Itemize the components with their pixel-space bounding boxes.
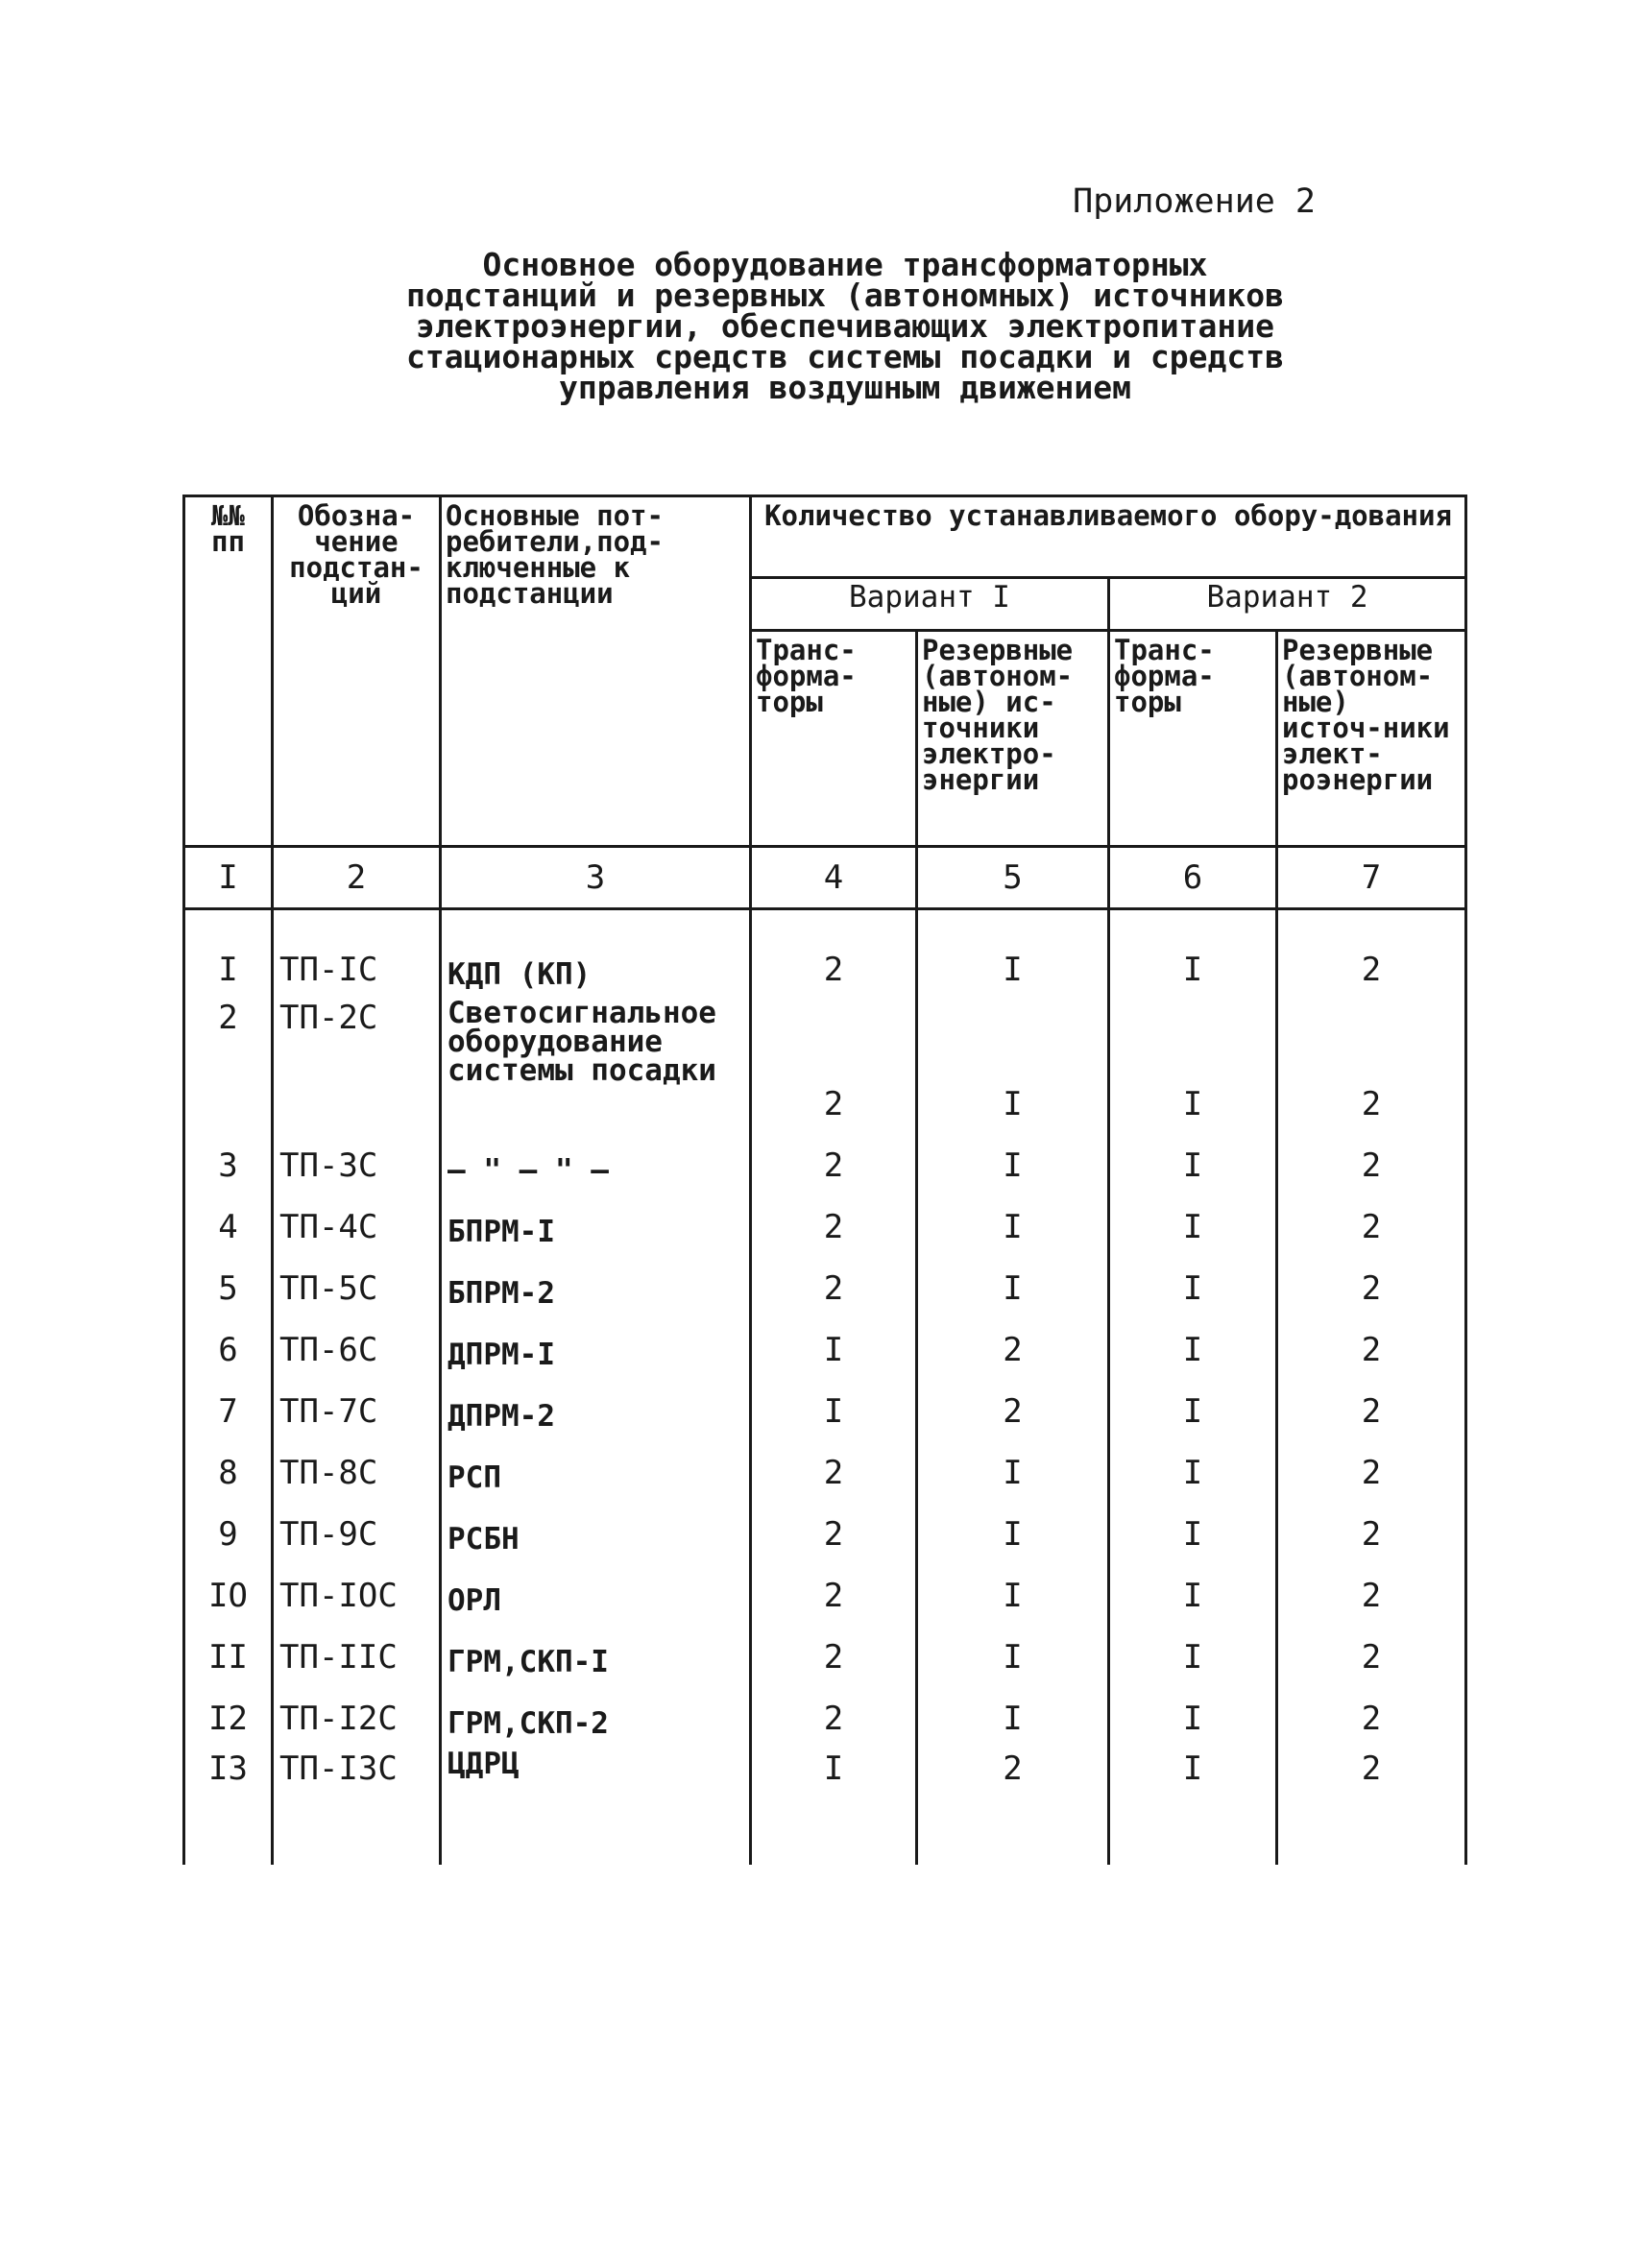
title-line: подстанций и резервных (автономных) источников <box>406 277 1284 314</box>
row-number: 7 <box>184 1369 273 1431</box>
table-row <box>184 1185 1466 1246</box>
row-number: 8 <box>184 1431 273 1492</box>
substation-code: ТП-9С <box>273 1492 441 1554</box>
v2-transformers: I <box>1109 1554 1277 1615</box>
title-line: стационарных средств системы посадки и средств <box>406 338 1284 375</box>
header-substation-code: Обозна-чение подстан-ций <box>273 496 441 847</box>
table-row <box>184 1369 1466 1431</box>
v2-transformers: I <box>1109 1677 1277 1738</box>
column-number: 4 <box>751 847 917 909</box>
consumer-name: БПРМ-2 <box>441 1246 751 1308</box>
column-number: I <box>184 847 273 909</box>
appendix-label: Приложение 2 <box>1073 182 1316 221</box>
v2-transformers: I <box>1109 1308 1277 1369</box>
consumer-name: Светосигнальное оборудование системы посадки <box>441 989 751 1123</box>
column-number: 7 <box>1277 847 1466 909</box>
v1-transformers: 2 <box>751 1554 917 1615</box>
consumer-name: – " – " – <box>441 1123 751 1185</box>
table-row <box>184 1677 1466 1738</box>
row-number: 9 <box>184 1492 273 1554</box>
consumer-name: РСБН <box>441 1492 751 1554</box>
column-number: 2 <box>273 847 441 909</box>
table-row <box>184 1246 1466 1308</box>
v1-reserve: I <box>917 1123 1109 1185</box>
v1-reserve: I <box>917 1246 1109 1308</box>
document-title <box>365 246 1325 406</box>
v2-reserve: 2 <box>1277 1492 1466 1554</box>
row-number: 2 <box>184 989 273 1123</box>
row-number: 5 <box>184 1246 273 1308</box>
row-number: II <box>184 1615 273 1677</box>
v1-transformers: 2 <box>751 989 917 1123</box>
v2-reserve: 2 <box>1277 1431 1466 1492</box>
substation-code: ТП-7С <box>273 1369 441 1431</box>
v1-reserve: I <box>917 1431 1109 1492</box>
header-variant-2: Вариант 2 <box>1109 578 1466 631</box>
v1-reserve: I <box>917 989 1109 1123</box>
header-variant-1: Вариант I <box>751 578 1109 631</box>
v1-reserve: 2 <box>917 1369 1109 1431</box>
consumer-name: РСП <box>441 1431 751 1492</box>
table-row <box>184 1738 1466 1865</box>
v2-reserve: 2 <box>1277 1123 1466 1185</box>
header-reserve-v1: Резервные (автоном-ные) ис-точники электро-энергии <box>917 631 1109 847</box>
v2-transformers: I <box>1109 1369 1277 1431</box>
table-row <box>184 1308 1466 1369</box>
substation-code: ТП-2С <box>273 989 441 1123</box>
consumer-name: ДПРМ-2 <box>441 1369 751 1431</box>
v1-reserve: I <box>917 1677 1109 1738</box>
v1-transformers: I <box>751 1369 917 1431</box>
consumer-name: ГРМ,СКП-I <box>441 1615 751 1677</box>
v2-reserve: 2 <box>1277 989 1466 1123</box>
table-row <box>184 989 1466 1123</box>
table-row <box>184 1615 1466 1677</box>
column-number: 5 <box>917 847 1109 909</box>
header-row-number: №№ пп <box>184 496 273 847</box>
table-row <box>184 1123 1466 1185</box>
table-row <box>184 1492 1466 1554</box>
v2-transformers: I <box>1109 1246 1277 1308</box>
header-equipment-quantity: Количество устанавливаемого обору-дования <box>751 496 1466 578</box>
v1-transformers: 2 <box>751 1677 917 1738</box>
consumer-name: ДПРМ-I <box>441 1308 751 1369</box>
header-reserve-v2: Резервные (автоном-ные) источ-ники элект-роэнергии <box>1277 631 1466 847</box>
substation-code: ТП-IOC <box>273 1554 441 1615</box>
consumer-name: ЦДРЦ <box>441 1738 751 1865</box>
consumer-name: БПРМ-I <box>441 1185 751 1246</box>
v2-reserve: 2 <box>1277 1308 1466 1369</box>
v1-reserve: I <box>917 1554 1109 1615</box>
v2-transformers: I <box>1109 1492 1277 1554</box>
header-transformers-v1: Транс-форма-торы <box>751 631 917 847</box>
v1-reserve: 2 <box>917 1308 1109 1369</box>
v1-transformers: 2 <box>751 1615 917 1677</box>
v2-reserve: 2 <box>1277 1369 1466 1431</box>
consumer-name: КДП (КП) <box>441 909 751 990</box>
v2-reserve: 2 <box>1277 1185 1466 1246</box>
v1-reserve: I <box>917 1492 1109 1554</box>
column-number: 3 <box>441 847 751 909</box>
substation-code: ТП-5С <box>273 1246 441 1308</box>
substation-code: ТП-3С <box>273 1123 441 1185</box>
row-number: I <box>184 909 273 990</box>
v1-transformers: 2 <box>751 1123 917 1185</box>
v2-transformers: I <box>1109 1185 1277 1246</box>
v2-transformers: I <box>1109 1738 1277 1865</box>
v2-reserve: 2 <box>1277 1615 1466 1677</box>
substation-code: ТП-IIC <box>273 1615 441 1677</box>
table-row <box>184 1431 1466 1492</box>
v2-transformers: I <box>1109 1123 1277 1185</box>
v1-transformers: 2 <box>751 909 917 990</box>
v2-reserve: 2 <box>1277 1738 1466 1865</box>
v2-reserve: 2 <box>1277 909 1466 990</box>
title-line: управления воздушным движением <box>558 369 1132 406</box>
substation-code: ТП-4С <box>273 1185 441 1246</box>
row-number: I3 <box>184 1738 273 1865</box>
v2-transformers: I <box>1109 1431 1277 1492</box>
consumer-name: ГРМ,СКП-2 <box>441 1677 751 1738</box>
column-number: 6 <box>1109 847 1277 909</box>
substation-code: ТП-I3C <box>273 1738 441 1865</box>
v1-transformers: 2 <box>751 1431 917 1492</box>
row-number: 6 <box>184 1308 273 1369</box>
v1-transformers: I <box>751 1738 917 1865</box>
v1-transformers: I <box>751 1308 917 1369</box>
row-number: I2 <box>184 1677 273 1738</box>
substation-code: ТП-8С <box>273 1431 441 1492</box>
v2-transformers: I <box>1109 1615 1277 1677</box>
row-number: IO <box>184 1554 273 1615</box>
substation-code: ТП-6С <box>273 1308 441 1369</box>
v1-transformers: 2 <box>751 1246 917 1308</box>
v2-reserve: 2 <box>1277 1246 1466 1308</box>
v2-reserve: 2 <box>1277 1677 1466 1738</box>
v1-transformers: 2 <box>751 1185 917 1246</box>
v2-transformers: I <box>1109 909 1277 990</box>
row-number: 4 <box>184 1185 273 1246</box>
title-line: Основное оборудование трансформаторных <box>482 246 1208 283</box>
v1-reserve: 2 <box>917 1738 1109 1865</box>
header-consumers: Основные пот-ребители,под-ключенные к подстанции <box>441 496 751 847</box>
consumer-name: ОРЛ <box>441 1554 751 1615</box>
title-line: электроэнергии, обеспечивающих электропитание <box>415 307 1275 345</box>
v2-transformers: I <box>1109 989 1277 1123</box>
v2-reserve: 2 <box>1277 1554 1466 1615</box>
v1-reserve: I <box>917 1615 1109 1677</box>
v1-reserve: I <box>917 1185 1109 1246</box>
row-number: 3 <box>184 1123 273 1185</box>
table-row <box>184 909 1466 990</box>
table-row <box>184 1554 1466 1615</box>
v1-transformers: 2 <box>751 1492 917 1554</box>
header-transformers-v2: Транс-форма-торы <box>1109 631 1277 847</box>
v1-reserve: I <box>917 909 1109 990</box>
equipment-table <box>182 495 1467 1865</box>
substation-code: ТП-I2C <box>273 1677 441 1738</box>
substation-code: ТП-IC <box>273 909 441 990</box>
